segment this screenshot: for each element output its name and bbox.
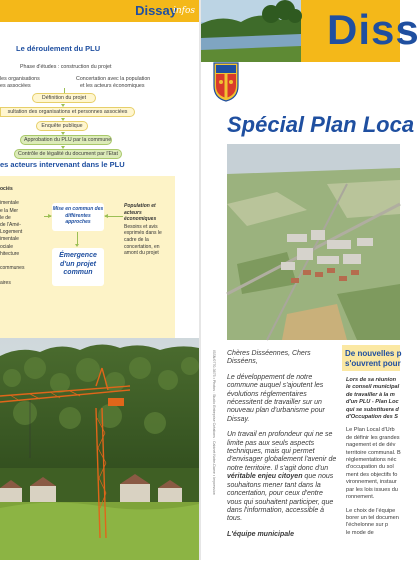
step-organisations-2: es associées bbox=[0, 83, 31, 89]
editorial-signature: L'équipe municipale bbox=[227, 530, 295, 538]
arrow-head bbox=[104, 214, 108, 218]
flow-arrow bbox=[75, 244, 79, 247]
step-consultation: sultation des organisations et personnes associées bbox=[0, 107, 135, 117]
emergence-box: Émergence d'un projet commun bbox=[52, 248, 104, 286]
town-crest-logo bbox=[213, 62, 239, 102]
news-paragraph-2 bbox=[346, 508, 397, 538]
crest-icon bbox=[213, 62, 239, 102]
actors-left-list bbox=[0, 178, 44, 298]
actor-line: hitecture bbox=[0, 250, 20, 257]
arrow-head bbox=[48, 214, 52, 218]
step-enquete: Enquête publique bbox=[36, 121, 88, 131]
population-title: Population et acteurs économiques bbox=[124, 203, 157, 223]
right-header-band bbox=[201, 0, 420, 62]
editorial-p2-start: Un travail en profondeur qui ne se limite pas aux seuls aspects techniques, mais qui permet d'envisager globalement l'avenir de notre territoire. Il s'agit donc d'un bbox=[227, 431, 337, 472]
actor-line: imentale bbox=[0, 236, 19, 243]
special-title: Spécial Plan Loca bbox=[227, 112, 415, 137]
actors-section-title: es acteurs intervenant dans le PLU bbox=[0, 160, 125, 169]
news-line: de travailler à la m bbox=[346, 391, 395, 398]
editorial-greeting: Chères Disséennes, Chers Disséens, bbox=[227, 350, 311, 366]
news-line: nagement et de dév bbox=[346, 442, 396, 449]
crane-photo-illustration bbox=[0, 338, 199, 560]
aerial-photo-illustration bbox=[227, 144, 400, 340]
news-line: Le choix de l'équipe bbox=[346, 507, 396, 514]
news-line: Lors de sa réunion bbox=[346, 377, 397, 383]
news-paragraph-1 bbox=[346, 427, 401, 501]
step-concertation-1: Concertation avec la population bbox=[76, 76, 151, 82]
step-approbation: Approbation du PLU par la commune bbox=[20, 135, 112, 145]
actor-line: e la Mer bbox=[0, 207, 19, 214]
step-definition: Définition du projet bbox=[32, 93, 96, 103]
print-credit-text: ISSN/0770-3675 • Photos : Studio Entreprise Créations : Cabinet Notre-Dame • Impression bbox=[212, 350, 216, 495]
river-photo-illustration bbox=[201, 0, 301, 62]
news-line: d'occupation du sol bbox=[346, 464, 394, 471]
news-title-line-1: De nouvelles p bbox=[345, 349, 402, 358]
news-title bbox=[342, 345, 400, 371]
news-line: ment des objectifs fo bbox=[346, 471, 398, 478]
actor-line: de l'Amé- bbox=[0, 222, 21, 228]
news-line: d'Occupation des S bbox=[346, 414, 398, 421]
actor-line: imentale bbox=[0, 200, 19, 207]
flow-connector bbox=[77, 232, 78, 244]
population-column bbox=[124, 203, 172, 257]
news-line: ronnement. bbox=[346, 494, 375, 501]
step-controle: Contrôle de légalité du document par l'Etat bbox=[14, 149, 122, 159]
actor-line: communes bbox=[0, 265, 25, 272]
left-brand: Dissay bbox=[135, 3, 177, 18]
print-credit bbox=[209, 350, 217, 520]
news-line: par les lois issues du bbox=[346, 486, 398, 493]
news-line: territoire communal. B bbox=[346, 449, 401, 456]
news-line: réglementations néc bbox=[346, 457, 397, 464]
news-line: vironnement, instaur bbox=[346, 479, 397, 486]
editorial-paragraph-1: Le développement de notre commune auquel s'ajoutent les évolutions réglementaires nécessitent de travailler sur un nouveau plan d'urbanisme pour Dissay. bbox=[227, 373, 325, 423]
actor-line: aires bbox=[0, 279, 11, 286]
editorial-paragraph-2 bbox=[227, 431, 337, 523]
news-line: borer un tel documen bbox=[346, 514, 399, 521]
news-line: l'échelonne sur p bbox=[346, 522, 389, 529]
step-organisations-1: les organisations bbox=[0, 76, 40, 82]
news-sidebar bbox=[342, 345, 400, 560]
river-photo bbox=[201, 0, 301, 62]
editorial-p2-end: que nous souhaitons mener tant dans la concertation, pour ceux d'entre vous qui souhaitent participer, que dans l'information, accessible à tous. bbox=[227, 473, 334, 523]
news-body bbox=[342, 371, 400, 537]
step-phase-etudes: Phase d'études : construction du projet bbox=[20, 64, 112, 70]
news-line: le mode de bbox=[346, 529, 374, 536]
plu-section-title: Le déroulement du PLU bbox=[16, 44, 101, 53]
news-line: le conseil municipal bbox=[346, 384, 400, 391]
actor-line: ociale bbox=[0, 243, 14, 250]
right-brand: Diss bbox=[327, 6, 420, 53]
actor-line: ociés bbox=[0, 186, 13, 192]
news-line: d'un PLU - Plan Loc bbox=[346, 399, 399, 406]
news-title-line-2: s'ouvrent pour bbox=[345, 358, 401, 368]
aerial-town-photo bbox=[227, 144, 400, 340]
construction-crane-photo bbox=[0, 338, 199, 560]
right-page bbox=[201, 0, 420, 560]
left-header-band bbox=[0, 0, 199, 22]
news-line: qui se substituera d bbox=[346, 406, 399, 413]
actor-line: Logement bbox=[0, 229, 23, 236]
left-brand-suffix: infos bbox=[172, 6, 195, 16]
news-lead bbox=[346, 377, 400, 421]
actor-line: le de bbox=[0, 214, 11, 221]
step-concertation-2: et les acteurs économiques bbox=[80, 83, 145, 89]
left-page bbox=[0, 0, 199, 560]
population-text: Besoins et avis exprimés dans le cadre de la concertation, en amont du projet bbox=[124, 223, 162, 257]
mise-en-commun-box: Mise en commun des différentes approches bbox=[52, 203, 104, 231]
editorial-column bbox=[227, 350, 337, 546]
news-line: Le Plan Local d'Urb bbox=[346, 427, 395, 434]
editorial-p2-emphasis: véritable enjeu citoyen bbox=[227, 473, 303, 481]
news-line: de définir les grandes bbox=[346, 434, 400, 441]
